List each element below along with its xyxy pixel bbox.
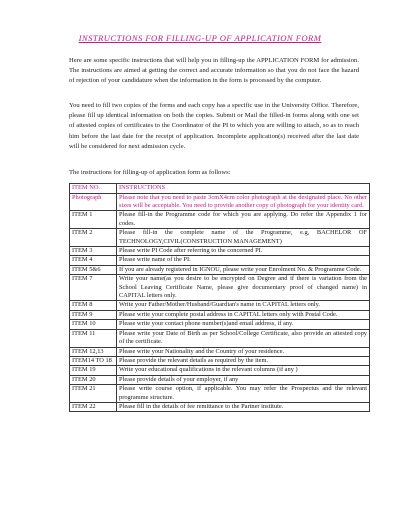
instruction-cell: Please write your complete postal address in CAPITAL letters only with Postal Code. <box>117 310 370 319</box>
item-cell: ITEM 5&6 <box>70 265 117 274</box>
table-row <box>70 366 370 375</box>
table-row <box>70 265 370 274</box>
table-row <box>70 275 370 301</box>
instruction-cell: Please write PI Code after referring to the concerned PI. <box>117 247 370 256</box>
table-row <box>70 329 370 347</box>
instruction-cell: Please fill-in the Programme code for which you are applying. Do refer the Appendix 1 for codes. <box>117 211 370 229</box>
table-row <box>70 211 370 229</box>
item-cell: ITEM 20 <box>70 375 117 384</box>
instruction-cell: Please write name of the PI. <box>117 256 370 265</box>
instruction-cell: Please fill in the details of fee remittance to the Partner institute. <box>117 402 370 411</box>
instruction-cell: Write your Father/Mother/Husband/Guardian's name in CAPITAL letters only. <box>117 301 370 310</box>
table-row <box>70 229 370 247</box>
table-row <box>70 402 370 411</box>
table-row <box>70 193 370 211</box>
instruction-cell: Write your educational qualifications in the relevant columns (if any ) <box>117 366 370 375</box>
item-cell: ITEM 10 <box>70 320 117 329</box>
instruction-cell: Please provide details of your employer, if any <box>117 375 370 384</box>
table-row <box>70 347 370 356</box>
item-cell: ITEM 19 <box>70 366 117 375</box>
item-cell: ITEM 4 <box>70 256 117 265</box>
instruction-cell: Please provide the relevant details as required by the item. <box>117 356 370 365</box>
table-row <box>70 310 370 319</box>
item-cell: ITEM14 TO 18 <box>70 356 117 365</box>
item-cell: ITEM 11 <box>70 329 117 347</box>
table-header-row <box>70 184 370 194</box>
instruction-cell: Please write course option, if applicable. You may refer the Prospectus and the relevant programme structure. <box>117 385 370 403</box>
table-row <box>70 385 370 403</box>
instruction-cell: Please note that you need to paste 3cmX4cm color photograph at the designated place. No other sizes will be acceptable. You need to provide another copy of photograph for your identity card. <box>117 193 370 211</box>
item-cell: ITEM 12,13 <box>70 347 117 356</box>
instruction-cell: Please write your Date of Birth as per School/College Certificate, also provide an attested copy of the certificate. <box>117 329 370 347</box>
item-cell: ITEM 21 <box>70 385 117 403</box>
table-row <box>70 301 370 310</box>
header-instructions: INSTRUCTIONS <box>117 184 370 194</box>
item-cell: ITEM 9 <box>70 310 117 319</box>
item-cell: ITEM 7 <box>70 275 117 301</box>
table-row <box>70 320 370 329</box>
table-row <box>70 256 370 265</box>
item-cell: ITEM 1 <box>70 211 117 229</box>
table-intro-paragraph: The instructions for filling-up of application form as follows: <box>69 169 231 176</box>
instruction-cell: If you are already registered in IGNOU, please write your Enrolment No. & Programme Code. <box>117 265 370 274</box>
item-cell: ITEM 2 <box>70 229 117 247</box>
submission-paragraph: You need to fill two copies of the forms and each copy has a specific use in the University Office. Therefore, please fill up identical information on both the copies. Submit or Mail the filled-in forms along with one set of attested copies of certificates to the Coordinator of the PI to which you are willing to attach, so as to reach him before the last date for the receipt of application. Incomplete application(s) received after the last date will be considered for next admission cycle. <box>69 102 359 150</box>
instruction-cell: Please fill-in the complete name of the Programme, e.g, BACHELOR OF TECHNOLOGY,CIVIL(CONSTRUCTION MANAGEMENT) <box>117 229 370 247</box>
instruction-cell: Please write your contact phone number(s)and email address, if any. <box>117 320 370 329</box>
item-cell: ITEM 3 <box>70 247 117 256</box>
header-item-no: ITEM NO. <box>70 184 117 194</box>
intro-paragraph: Here are some specific instructions that will help you in filling-up the APPLICATION FORM for admission. The instructions are aimed at getting the correct and accurate information so that you do not face the hazard of rejection of your candidature when the information in the form is processed by the computer. <box>69 57 359 85</box>
instructions-table <box>69 183 370 412</box>
instruction-cell: Please write your Nationality and the Country of your residence. <box>117 347 370 356</box>
document-title: INSTRUCTIONS FOR FILLING-UP OF APPLICATION FORM <box>78 33 322 43</box>
table-row <box>70 375 370 384</box>
instruction-cell: Write your name(as you desire to be encrypted on Degree and if there is variation from the School Leaving Certificate Name, please give documentary proof of changed name) in CAPITAL letters only. <box>117 275 370 301</box>
item-cell: Photograph <box>70 193 117 211</box>
table-row <box>70 247 370 256</box>
table-row <box>70 356 370 365</box>
item-cell: ITEM 22 <box>70 402 117 411</box>
item-cell: ITEM 8 <box>70 301 117 310</box>
